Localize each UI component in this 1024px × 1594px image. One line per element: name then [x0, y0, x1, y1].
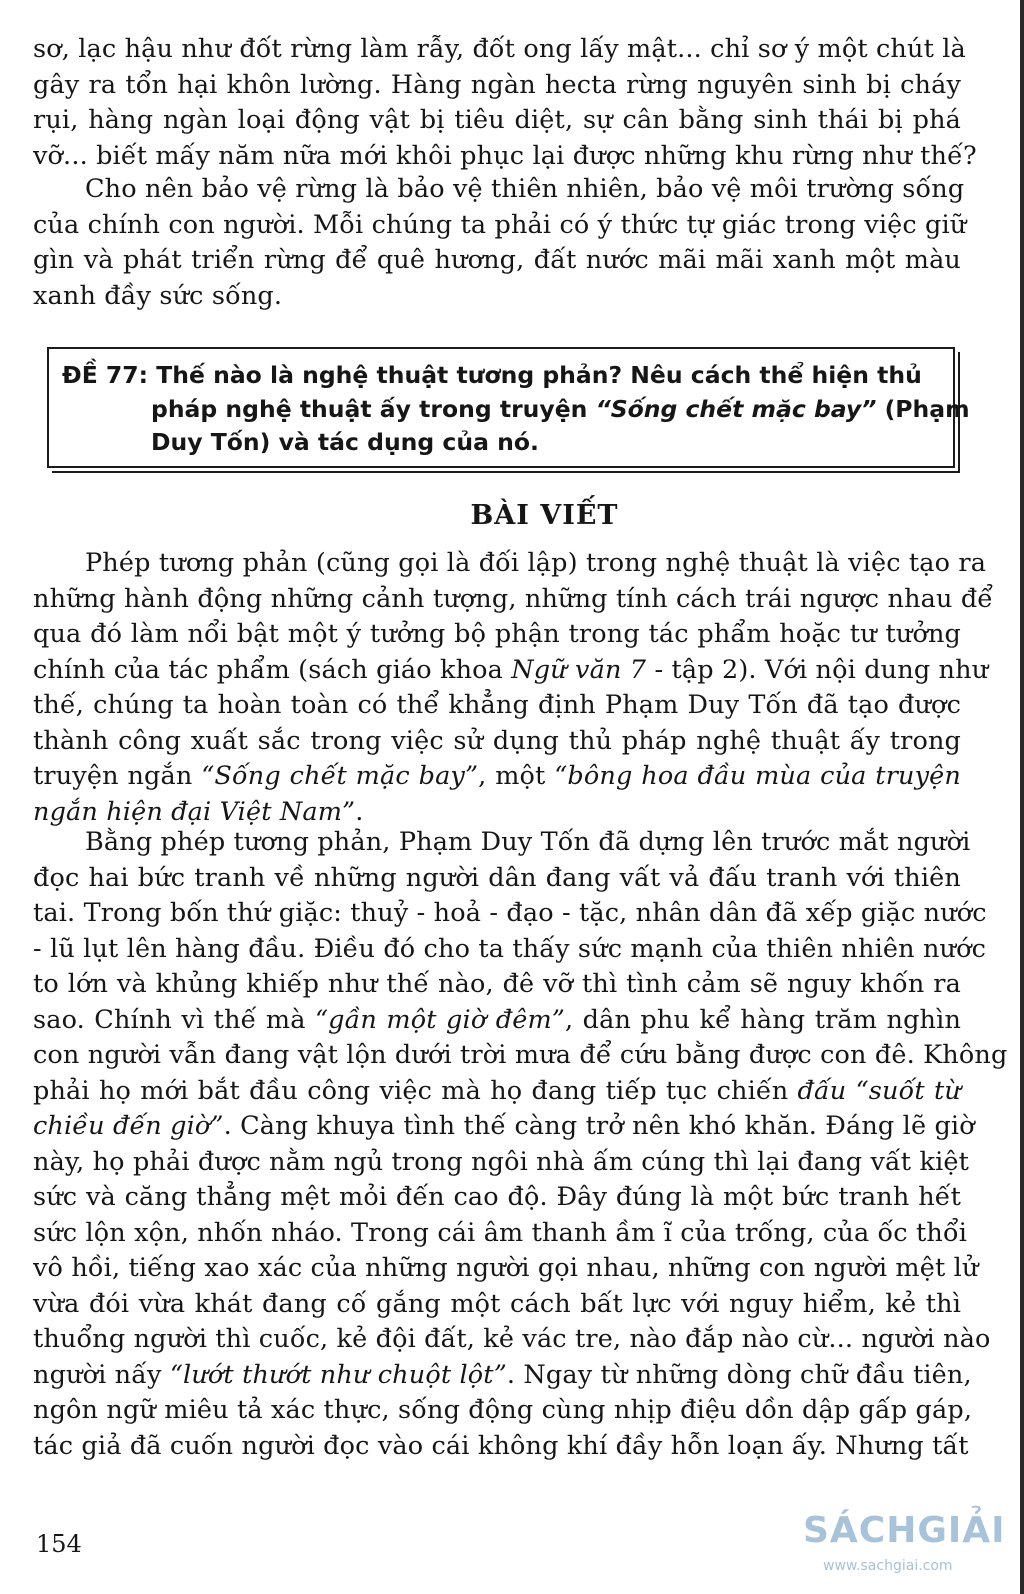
text-line: - lũ lụt lên hàng đầu. Điều đó cho ta thấy sức mạnh của thiên nhiên nước — [33, 933, 987, 964]
text-segment: phải họ mới bắt đầu công việc mà họ đang tiếp tục chiến — [33, 1075, 798, 1106]
italic-segment: chiều đến giờ” — [33, 1111, 224, 1141]
text-segment: . Ngay từ những dòng chữ đầu tiên, — [506, 1359, 972, 1390]
prompt-label: ĐỀ 77: — [62, 361, 149, 389]
text-line: những hành động những cảnh tượng, những tính cách trái ngược nhau để — [33, 583, 994, 614]
text-line: sức và căng thẳng mệt mỏi đến cao độ. Đây đúng là một bức tranh hết — [33, 1182, 961, 1212]
text-line: ngôn ngữ miêu tả xác thực, sống động cùng nhịp điệu dồn dập gấp gáp, — [33, 1395, 973, 1425]
text-line: này, họ phải được nằm ngủ trong ngôi nhà ấm cúng thì lại đang vất kiệt — [33, 1146, 970, 1177]
text-line: qua đó làm nổi bật một ý tưởng bộ phận trong tác phẩm hoặc tư tưởng — [33, 619, 961, 649]
text-segment: chính của tác phẩm (sách giáo khoa — [33, 654, 512, 685]
text-line: vỡ... biết mấy năm nữa mới khôi phục lại được những khu rừng như thế? — [33, 140, 977, 171]
text-segment: , một — [478, 761, 555, 791]
text-line: sức lộn xộn, nhốn nháo. Trong cái âm thanh ầm ĩ của trống, của ốc thổi — [33, 1217, 968, 1248]
italic-segment: “lướt thướt như chuột lột” — [169, 1359, 507, 1390]
text-line: gây ra tổn hại khôn lường. Hàng ngàn hecta rừng nguyên sinh bị cháy — [33, 69, 961, 100]
paragraph-analysis — [33, 825, 1008, 1464]
prompt-text: (Phạm — [876, 394, 970, 423]
text-line: tai. Trong bốn thứ giặc: thuỷ - hoả - đạo - tặc, nhân dân đã xếp giặc nước — [33, 898, 987, 928]
watermark-url: www.sachgiai.com — [823, 1558, 953, 1574]
text-line: thế, chúng ta hoàn toàn có thể khẳng định Phạm Duy Tốn đã tạo được — [33, 690, 961, 720]
text-line: sơ, lạc hậu như đốt rừng làm rẫy, đốt ong lấy mật... chỉ sơ ý một chút là — [33, 34, 966, 64]
text-line — [33, 653, 989, 689]
paragraph-forest-continuation — [33, 32, 977, 174]
prompt-text: pháp nghệ thuật ấy trong truyện — [151, 394, 596, 423]
text-line — [33, 1109, 975, 1145]
text-line: vô hồi, tiếng xao xác của những người gọi nhau, những con người mệt lử — [33, 1253, 979, 1283]
text-line: rụi, hàng ngàn loại động vật bị tiêu diệt, sự cân bằng sinh thái bị phá — [33, 105, 961, 135]
text-line: con người vẫn đang vật lộn dưới trời mưa để cứu bằng được con đê. Không — [33, 1040, 1008, 1070]
text-segment: sao. Chính vì thế mà — [33, 1004, 315, 1035]
page-edge — [1020, 0, 1024, 1594]
prompt-text: Thế nào là nghệ thuật tương phản? Nêu cách thể hiện thủ — [156, 361, 922, 389]
text-segment: người nấy — [33, 1359, 170, 1390]
text-line: to lớn và khủng khiếp như thế nào, đê vỡ thì tình cảm sẽ nguy khốn ra — [33, 969, 961, 999]
text-line: đọc hai bức tranh về những người dân đang vất vả đấu tranh với thiên — [33, 862, 961, 893]
watermark-brand: SÁCHGIẢI — [803, 1510, 1006, 1551]
text-line: gìn và phát triển rừng để quê hương, đất nước mãi mãi xanh một màu — [33, 245, 961, 275]
text-line: Phép tương phản (cũng gọi là đối lập) trong nghệ thuật là việc tạo ra — [85, 548, 987, 578]
text-line: Bằng phép tương phản, Phạm Duy Tốn đã dựng lên trước mắt người — [85, 827, 971, 857]
italic-segment: ngắn hiện đại Việt Nam” — [33, 796, 356, 827]
paragraph-definition — [33, 546, 994, 830]
italic-segment: Ngữ văn 7 — [511, 654, 647, 685]
text-line — [33, 1358, 972, 1394]
watermark-logo — [803, 1500, 1006, 1574]
text-segment: , dân phu kể hàng trăm nghìn — [564, 1004, 962, 1035]
text-line — [33, 1003, 961, 1039]
section-heading: BÀI VIẾT — [470, 500, 619, 531]
text-line: tác giả đã cuốn người đọc vào cái không khí đầy hỗn loạn ấy. Nhưng tất — [33, 1430, 969, 1461]
text-line: Cho nên bảo vệ rừng là bảo vệ thiên nhiên, bảo vệ môi trường sống — [85, 174, 965, 204]
text-line: vừa đói vừa khát đang cố gắng một cách bất lực với nguy hiểm, kẻ thì — [33, 1288, 961, 1319]
essay-prompt — [62, 359, 970, 460]
italic-segment: “Sống chết mặc bay” — [201, 761, 479, 791]
prompt-title-italic: “Sống chết mặc bay” — [595, 394, 877, 423]
italic-segment: “bông hoa đầu mùa của truyện — [554, 761, 961, 791]
text-segment: - tập 2). Với nội dung như — [646, 654, 989, 685]
text-segment: . — [355, 796, 364, 827]
italic-segment: đấu “suốt từ — [797, 1075, 961, 1106]
page-number: 154 — [36, 1530, 82, 1558]
text-segment: truyện ngắn — [33, 761, 202, 791]
italic-segment: “gần một giờ đêm” — [314, 1004, 565, 1035]
prompt-line-1 — [62, 359, 942, 393]
prompt-line-3: Duy Tốn) và tác dụng của nó. — [151, 428, 539, 456]
text-line — [33, 759, 961, 795]
paragraph-forest-conclusion — [33, 172, 967, 314]
text-line — [33, 1074, 961, 1110]
text-line: xanh đầy sức sống. — [33, 280, 283, 311]
text-line: thành công xuất sắc trong việc sử dụng thủ pháp nghệ thuật ấy trong — [33, 725, 961, 756]
prompt-line-2 — [62, 393, 970, 427]
text-segment: . Càng khuya tình thế càng trở nên khó khăn. Đáng lẽ giờ — [223, 1111, 975, 1141]
text-line: thuổng người thì cuốc, kẻ đội đất, kẻ vác tre, nào đắp nào cừ... người nào — [33, 1324, 991, 1354]
text-line: của chính con người. Mỗi chúng ta phải có ý thức tự giác trong việc giữ — [33, 209, 967, 240]
